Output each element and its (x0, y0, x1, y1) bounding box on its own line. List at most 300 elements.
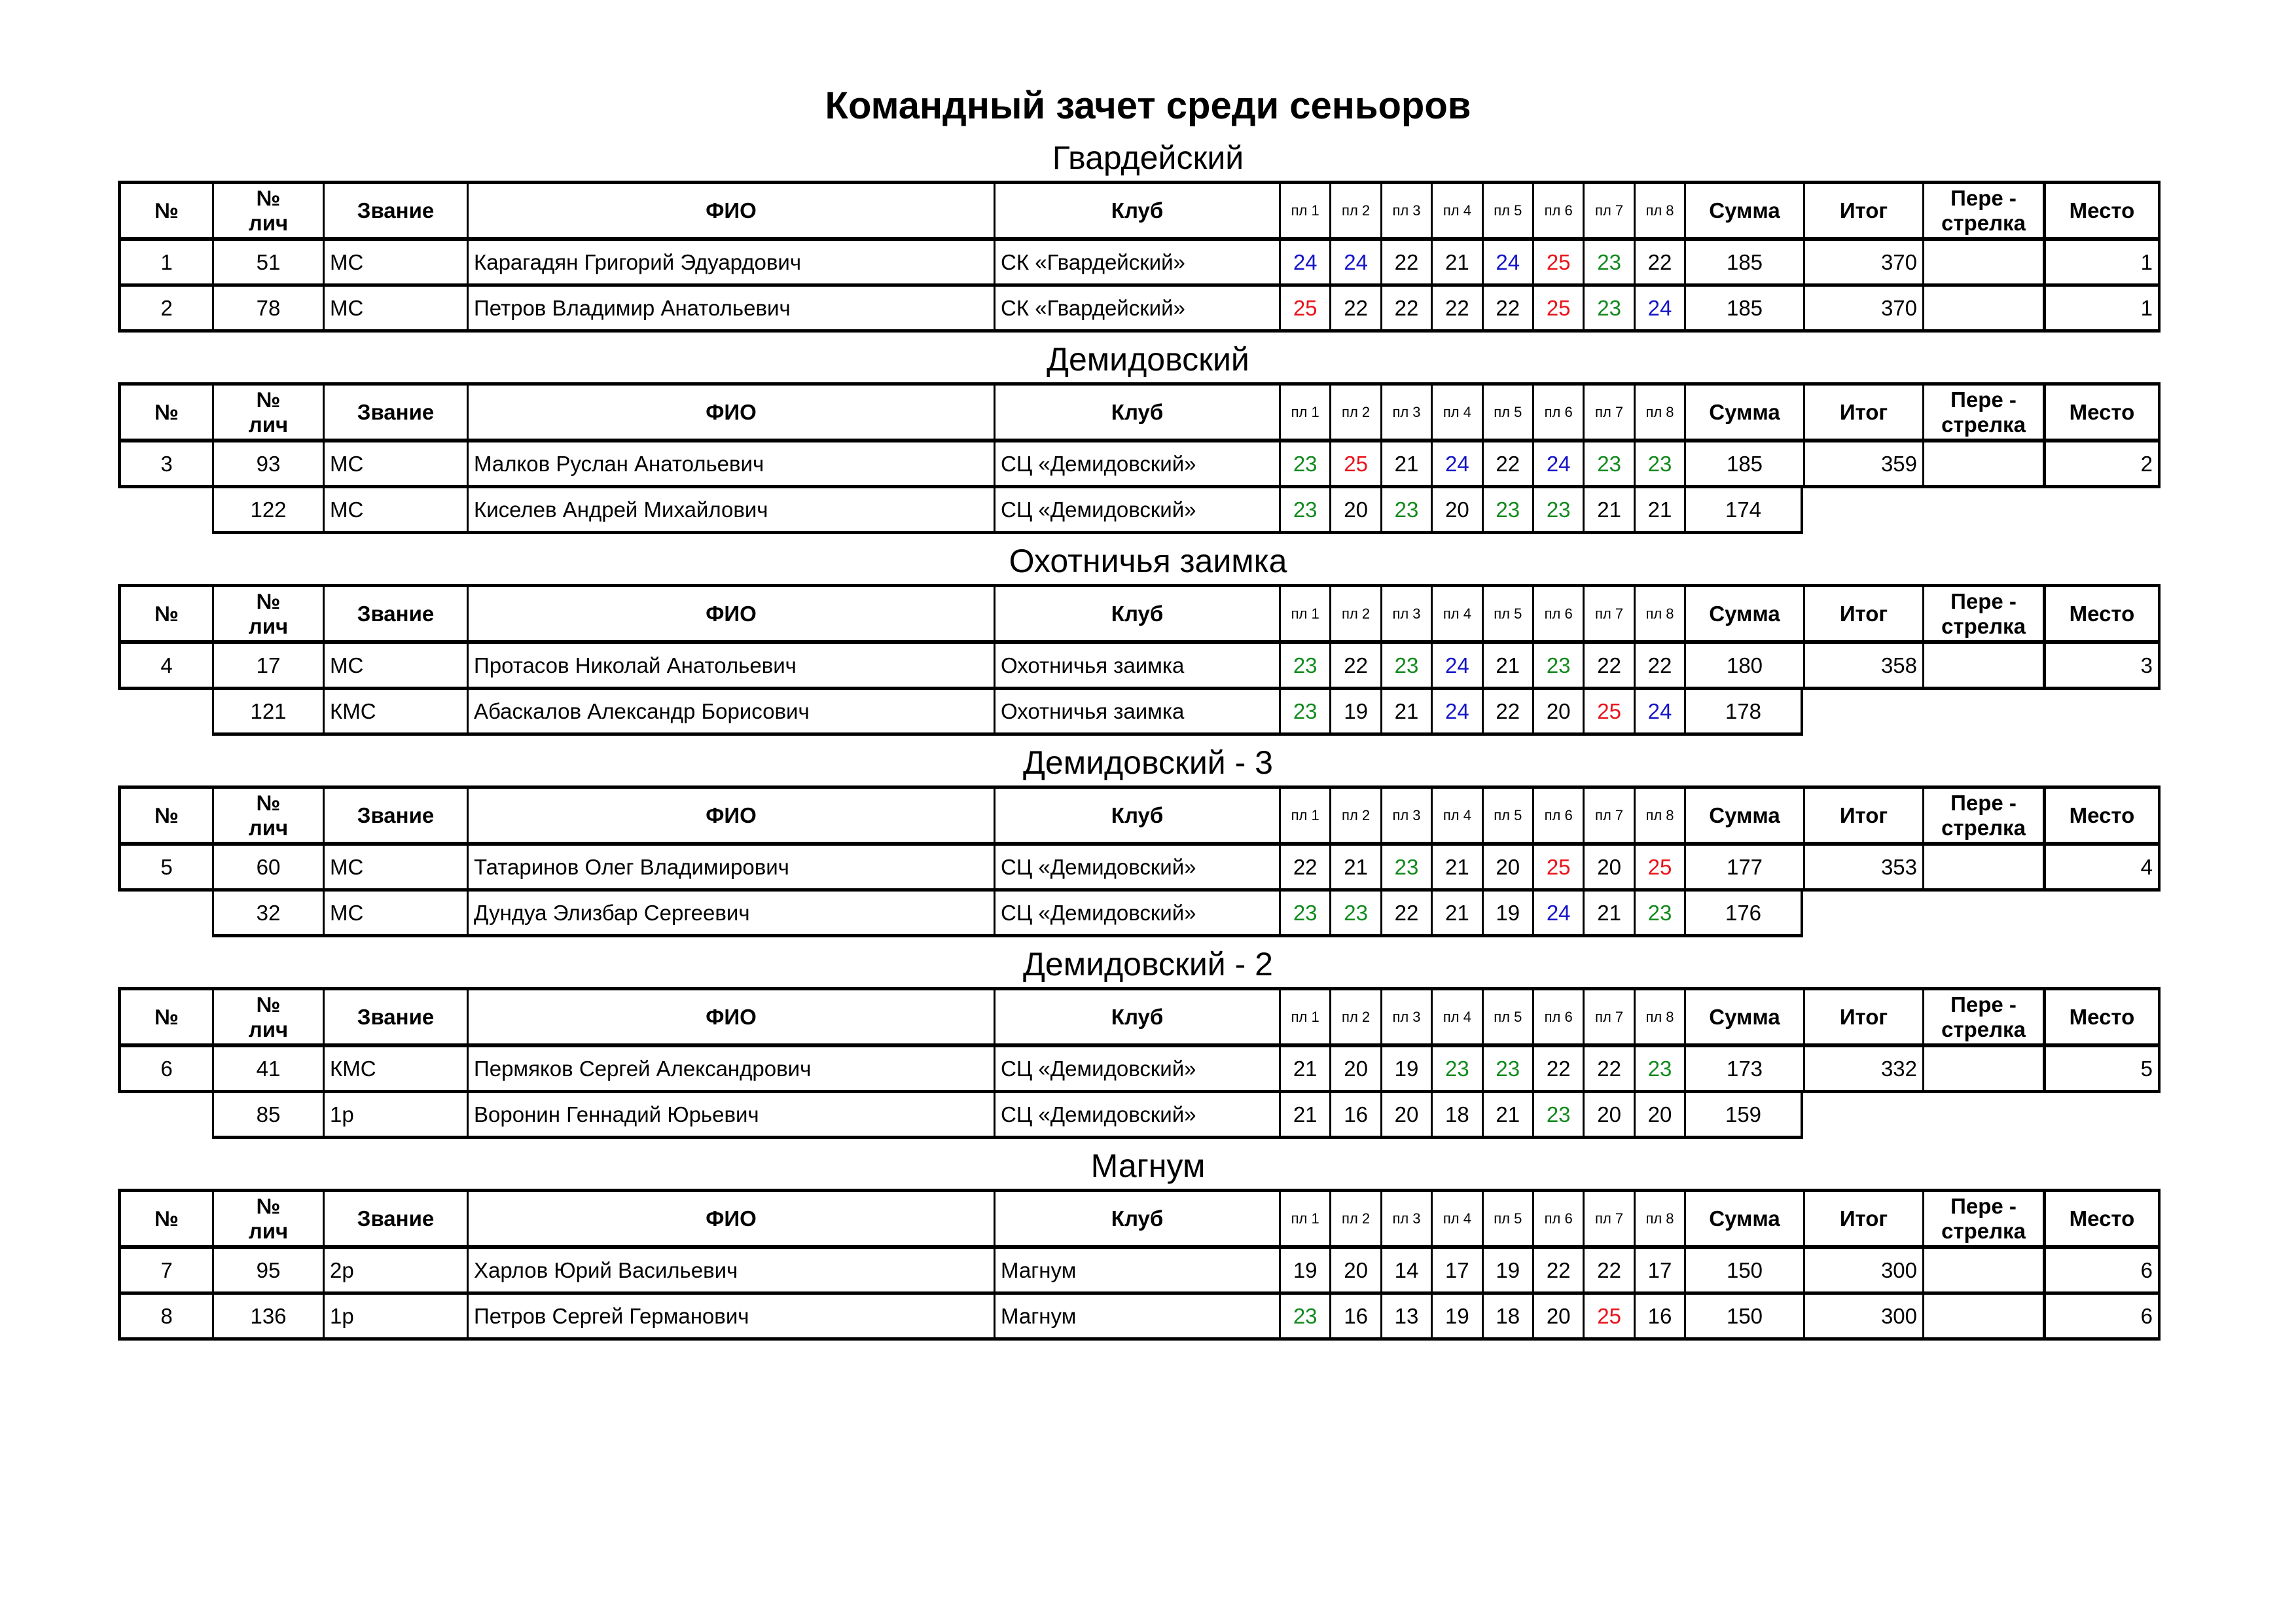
cell-lich: 95 (212, 1249, 323, 1295)
results-table (118, 181, 2161, 333)
cell-sum: 174 (1684, 488, 1803, 534)
score-cell: 23 (1634, 1047, 1684, 1093)
score-cell: 20 (1583, 846, 1633, 892)
cell-total: 353 (1803, 846, 1922, 892)
header-club: Клуб (994, 987, 1279, 1047)
score-cell: 13 (1380, 1295, 1431, 1341)
score-cell: 25 (1583, 690, 1633, 736)
cell-sum: 185 (1684, 241, 1803, 287)
header-num: № (118, 382, 212, 442)
score-cell: 24 (1634, 287, 1684, 333)
cell-lich: 93 (212, 442, 323, 488)
cell-fio: Пермяков Сергей Александрович (467, 1047, 994, 1093)
header-shootoff: Пере - стрелка (1922, 1189, 2043, 1249)
score-cell: 20 (1482, 846, 1532, 892)
team-section (118, 941, 2161, 1139)
score-cell: 25 (1634, 846, 1684, 892)
header-rank: Звание (323, 181, 467, 241)
header-pl-8: пл 8 (1634, 584, 1684, 644)
cell-shootoff (1922, 1295, 2043, 1341)
header-pl-7: пл 7 (1583, 181, 1633, 241)
score-cell: 22 (1634, 644, 1684, 690)
cell-club: СЦ «Демидовский» (994, 1093, 1279, 1139)
cell-num: 1 (118, 241, 212, 287)
header-lich: № лич (212, 785, 323, 846)
header-pl-3: пл 3 (1380, 785, 1431, 846)
header-pl-6: пл 6 (1532, 382, 1583, 442)
cell-rank: МС (323, 892, 467, 937)
cell-shootoff (1922, 1047, 2043, 1093)
header-pl-1: пл 1 (1279, 1189, 1329, 1249)
header-pl-1: пл 1 (1279, 382, 1329, 442)
header-club: Клуб (994, 382, 1279, 442)
score-cell: 20 (1329, 1249, 1380, 1295)
score-cell: 24 (1279, 241, 1329, 287)
score-cell: 23 (1634, 442, 1684, 488)
cell-club: Охотничья заимка (994, 644, 1279, 690)
header-place: Место (2043, 584, 2161, 644)
score-cell: 20 (1532, 1295, 1583, 1341)
score-cell: 21 (1380, 442, 1431, 488)
team-title: Охотничья заимка (1009, 543, 1287, 579)
score-cell: 23 (1380, 488, 1431, 534)
score-cell: 22 (1532, 1047, 1583, 1093)
header-sum: Сумма (1684, 1189, 1803, 1249)
score-cell: 22 (1634, 241, 1684, 287)
cell-total: 358 (1803, 644, 1922, 690)
score-cell: 21 (1634, 488, 1684, 534)
score-cell: 23 (1482, 1047, 1532, 1093)
score-cell: 19 (1431, 1295, 1481, 1341)
header-rank: Звание (323, 987, 467, 1047)
cell-place: 6 (2043, 1295, 2161, 1341)
cell-place: 1 (2043, 241, 2161, 287)
header-sum: Сумма (1684, 584, 1803, 644)
header-total: Итог (1803, 785, 1922, 846)
header-num: № (118, 584, 212, 644)
results-table (118, 1189, 2161, 1341)
header-fio: ФИО (467, 584, 994, 644)
cell-lich: 17 (212, 644, 323, 690)
header-pl-3: пл 3 (1380, 181, 1431, 241)
score-cell: 22 (1380, 287, 1431, 333)
score-cell: 25 (1329, 442, 1380, 488)
cell-rank: КМС (323, 690, 467, 736)
cell-fio: Дундуа Элизбар Сергеевич (467, 892, 994, 937)
cell-club: СЦ «Демидовский» (994, 846, 1279, 892)
cell-num: 3 (118, 442, 212, 488)
score-cell: 21 (1431, 892, 1481, 937)
header-pl-8: пл 8 (1634, 382, 1684, 442)
cell-lich: 78 (212, 287, 323, 333)
header-place: Место (2043, 1189, 2161, 1249)
cell-shootoff (1922, 442, 2043, 488)
score-cell: 21 (1279, 1047, 1329, 1093)
header-pl-1: пл 1 (1279, 785, 1329, 846)
cell-rank: МС (323, 241, 467, 287)
header-pl-3: пл 3 (1380, 1189, 1431, 1249)
score-cell: 23 (1583, 241, 1633, 287)
header-lich: № лич (212, 181, 323, 241)
header-fio: ФИО (467, 382, 994, 442)
cell-fio: Петров Сергей Германович (467, 1295, 994, 1341)
score-cell: 23 (1482, 488, 1532, 534)
score-cell: 20 (1532, 690, 1583, 736)
score-cell: 21 (1482, 644, 1532, 690)
header-place: Место (2043, 987, 2161, 1047)
cell-sum: 178 (1684, 690, 1803, 736)
score-cell: 24 (1482, 241, 1532, 287)
score-cell: 16 (1329, 1295, 1380, 1341)
header-rank: Звание (323, 1189, 467, 1249)
header-pl-8: пл 8 (1634, 785, 1684, 846)
score-cell: 24 (1431, 644, 1481, 690)
score-cell: 20 (1583, 1093, 1633, 1139)
header-shootoff: Пере - стрелка (1922, 987, 2043, 1047)
cell-club: Магнум (994, 1249, 1279, 1295)
score-cell: 19 (1482, 892, 1532, 937)
header-place: Место (2043, 382, 2161, 442)
cell-fio: Малков Руслан Анатольевич (467, 442, 994, 488)
score-cell: 22 (1583, 644, 1633, 690)
header-num: № (118, 987, 212, 1047)
header-shootoff: Пере - стрелка (1922, 785, 2043, 846)
header-pl-5: пл 5 (1482, 987, 1532, 1047)
header-shootoff: Пере - стрелка (1922, 181, 2043, 241)
score-cell: 25 (1532, 287, 1583, 333)
cell-sum: 150 (1684, 1295, 1803, 1341)
cell-shootoff (1922, 1249, 2043, 1295)
header-fio: ФИО (467, 987, 994, 1047)
score-cell: 16 (1634, 1295, 1684, 1341)
header-pl-6: пл 6 (1532, 987, 1583, 1047)
cell-lich: 51 (212, 241, 323, 287)
cell-club: СЦ «Демидовский» (994, 892, 1279, 937)
score-cell: 23 (1583, 287, 1633, 333)
cell-club: СК «Гвардейский» (994, 287, 1279, 333)
header-pl-5: пл 5 (1482, 785, 1532, 846)
score-cell: 19 (1380, 1047, 1431, 1093)
cell-lich: 121 (212, 690, 323, 736)
cell-place: 5 (2043, 1047, 2161, 1093)
score-cell: 25 (1583, 1295, 1633, 1341)
header-pl-4: пл 4 (1431, 785, 1481, 846)
score-cell: 19 (1482, 1249, 1532, 1295)
cell-fio: Протасов Николай Анатольевич (467, 644, 994, 690)
header-lich: № лич (212, 382, 323, 442)
cell-rank: МС (323, 442, 467, 488)
cell-sum: 185 (1684, 287, 1803, 333)
cell-sum: 176 (1684, 892, 1803, 937)
cell-club: СЦ «Демидовский» (994, 1047, 1279, 1093)
team-title: Магнум (1090, 1147, 1206, 1184)
cell-lich: 136 (212, 1295, 323, 1341)
score-cell: 23 (1532, 1093, 1583, 1139)
header-place: Место (2043, 181, 2161, 241)
cell-lich: 122 (212, 488, 323, 534)
score-cell: 18 (1431, 1093, 1481, 1139)
score-cell: 23 (1532, 488, 1583, 534)
cell-num: 4 (118, 644, 212, 690)
team-section (118, 1143, 2161, 1341)
team-section (118, 135, 2161, 333)
header-pl-4: пл 4 (1431, 1189, 1481, 1249)
cell-rank: МС (323, 287, 467, 333)
results-table (118, 584, 2161, 736)
score-cell: 23 (1279, 488, 1329, 534)
header-shootoff: Пере - стрелка (1922, 584, 2043, 644)
header-pl-5: пл 5 (1482, 1189, 1532, 1249)
header-lich: № лич (212, 987, 323, 1047)
score-cell: 24 (1329, 241, 1380, 287)
cell-lich: 41 (212, 1047, 323, 1093)
score-cell: 21 (1329, 846, 1380, 892)
cell-club: СК «Гвардейский» (994, 241, 1279, 287)
score-cell: 24 (1532, 892, 1583, 937)
cell-num: 5 (118, 846, 212, 892)
score-cell: 20 (1329, 1047, 1380, 1093)
header-pl-1: пл 1 (1279, 584, 1329, 644)
cell-fio: Харлов Юрий Васильевич (467, 1249, 994, 1295)
cell-rank: 1р (323, 1093, 467, 1139)
header-fio: ФИО (467, 1189, 994, 1249)
score-cell: 22 (1329, 287, 1380, 333)
score-cell: 25 (1279, 287, 1329, 333)
score-cell: 20 (1634, 1093, 1684, 1139)
header-rank: Звание (323, 584, 467, 644)
score-cell: 23 (1380, 846, 1431, 892)
header-lich: № лич (212, 1189, 323, 1249)
cell-place: 6 (2043, 1249, 2161, 1295)
score-cell: 18 (1482, 1295, 1532, 1341)
cell-shootoff (1922, 287, 2043, 333)
cell-rank: МС (323, 488, 467, 534)
score-cell: 23 (1431, 1047, 1481, 1093)
header-num: № (118, 181, 212, 241)
cell-fio: Киселев Андрей Михайлович (467, 488, 994, 534)
score-cell: 22 (1583, 1249, 1633, 1295)
header-pl-7: пл 7 (1583, 1189, 1633, 1249)
cell-total: 370 (1803, 287, 1922, 333)
score-cell: 23 (1279, 690, 1329, 736)
cell-total: 300 (1803, 1295, 1922, 1341)
cell-club: Магнум (994, 1295, 1279, 1341)
cell-shootoff (1922, 846, 2043, 892)
score-cell: 19 (1329, 690, 1380, 736)
cell-sum: 180 (1684, 644, 1803, 690)
header-pl-3: пл 3 (1380, 584, 1431, 644)
header-pl-8: пл 8 (1634, 181, 1684, 241)
score-cell: 22 (1532, 1249, 1583, 1295)
score-cell: 22 (1380, 241, 1431, 287)
cell-fio: Карагадян Григорий Эдуардович (467, 241, 994, 287)
cell-fio: Петров Владимир Анатольевич (467, 287, 994, 333)
header-pl-1: пл 1 (1279, 181, 1329, 241)
header-num: № (118, 1189, 212, 1249)
score-cell: 23 (1532, 644, 1583, 690)
cell-sum: 185 (1684, 442, 1803, 488)
cell-club: СЦ «Демидовский» (994, 488, 1279, 534)
cell-total: 300 (1803, 1249, 1922, 1295)
score-cell: 23 (1583, 442, 1633, 488)
score-cell: 25 (1532, 846, 1583, 892)
team-title: Демидовский (1047, 341, 1249, 378)
score-cell: 23 (1634, 892, 1684, 937)
page-title: Командный зачет среди сеньоров (825, 84, 1471, 127)
header-club: Клуб (994, 584, 1279, 644)
cell-total: 359 (1803, 442, 1922, 488)
score-cell: 24 (1532, 442, 1583, 488)
header-pl-2: пл 2 (1329, 1189, 1380, 1249)
score-cell: 24 (1431, 690, 1481, 736)
header-sum: Сумма (1684, 181, 1803, 241)
header-total: Итог (1803, 987, 1922, 1047)
header-num: № (118, 785, 212, 846)
cell-rank: 2р (323, 1249, 467, 1295)
score-cell: 17 (1634, 1249, 1684, 1295)
cell-place: 2 (2043, 442, 2161, 488)
score-cell: 21 (1482, 1093, 1532, 1139)
cell-fio: Воронин Геннадий Юрьевич (467, 1093, 994, 1139)
header-total: Итог (1803, 584, 1922, 644)
header-pl-8: пл 8 (1634, 987, 1684, 1047)
score-cell: 14 (1380, 1249, 1431, 1295)
header-pl-5: пл 5 (1482, 181, 1532, 241)
score-cell: 22 (1431, 287, 1481, 333)
score-cell: 22 (1279, 846, 1329, 892)
header-pl-4: пл 4 (1431, 987, 1481, 1047)
score-cell: 23 (1279, 892, 1329, 937)
header-pl-2: пл 2 (1329, 785, 1380, 846)
score-cell: 22 (1482, 690, 1532, 736)
cell-num: 6 (118, 1047, 212, 1093)
score-cell: 21 (1431, 846, 1481, 892)
score-cell: 23 (1279, 1295, 1329, 1341)
score-cell: 21 (1583, 488, 1633, 534)
header-pl-4: пл 4 (1431, 181, 1481, 241)
header-pl-2: пл 2 (1329, 382, 1380, 442)
header-fio: ФИО (467, 785, 994, 846)
team-section (118, 538, 2161, 736)
header-pl-5: пл 5 (1482, 382, 1532, 442)
score-cell: 21 (1431, 241, 1481, 287)
score-cell: 24 (1634, 690, 1684, 736)
score-cell: 23 (1279, 644, 1329, 690)
cell-total: 370 (1803, 241, 1922, 287)
header-pl-6: пл 6 (1532, 181, 1583, 241)
cell-sum: 159 (1684, 1093, 1803, 1139)
header-pl-6: пл 6 (1532, 1189, 1583, 1249)
score-cell: 16 (1329, 1093, 1380, 1139)
score-cell: 22 (1583, 1047, 1633, 1093)
cell-fio: Татаринов Олег Владимирович (467, 846, 994, 892)
cell-lich: 60 (212, 846, 323, 892)
header-pl-3: пл 3 (1380, 987, 1431, 1047)
team-title: Демидовский - 3 (1023, 744, 1273, 781)
header-total: Итог (1803, 1189, 1922, 1249)
score-cell: 24 (1431, 442, 1481, 488)
header-place: Место (2043, 785, 2161, 846)
header-sum: Сумма (1684, 987, 1803, 1047)
header-sum: Сумма (1684, 785, 1803, 846)
score-cell: 22 (1380, 892, 1431, 937)
cell-shootoff (1922, 241, 2043, 287)
cell-sum: 150 (1684, 1249, 1803, 1295)
cell-rank: МС (323, 846, 467, 892)
header-rank: Звание (323, 785, 467, 846)
score-cell: 22 (1329, 644, 1380, 690)
cell-total: 332 (1803, 1047, 1922, 1093)
header-pl-6: пл 6 (1532, 584, 1583, 644)
cell-num: 7 (118, 1249, 212, 1295)
score-cell: 23 (1329, 892, 1380, 937)
score-cell: 21 (1380, 690, 1431, 736)
score-cell: 20 (1380, 1093, 1431, 1139)
score-cell: 22 (1482, 287, 1532, 333)
cell-place: 3 (2043, 644, 2161, 690)
header-pl-7: пл 7 (1583, 987, 1633, 1047)
cell-club: Охотничья заимка (994, 690, 1279, 736)
header-sum: Сумма (1684, 382, 1803, 442)
header-pl-7: пл 7 (1583, 382, 1633, 442)
score-cell: 23 (1279, 442, 1329, 488)
header-pl-8: пл 8 (1634, 1189, 1684, 1249)
header-pl-2: пл 2 (1329, 987, 1380, 1047)
cell-lich: 32 (212, 892, 323, 937)
header-pl-3: пл 3 (1380, 382, 1431, 442)
cell-rank: 1р (323, 1295, 467, 1341)
header-rank: Звание (323, 382, 467, 442)
score-cell: 20 (1329, 488, 1380, 534)
score-cell: 22 (1482, 442, 1532, 488)
results-table (118, 987, 2161, 1139)
results-table (118, 785, 2161, 937)
team-title: Демидовский - 2 (1023, 946, 1273, 983)
header-lich: № лич (212, 584, 323, 644)
header-total: Итог (1803, 181, 1922, 241)
cell-num: 8 (118, 1295, 212, 1341)
cell-sum: 173 (1684, 1047, 1803, 1093)
cell-shootoff (1922, 644, 2043, 690)
cell-place: 4 (2043, 846, 2161, 892)
header-total: Итог (1803, 382, 1922, 442)
score-cell: 19 (1279, 1249, 1329, 1295)
score-cell: 23 (1380, 644, 1431, 690)
cell-lich: 85 (212, 1093, 323, 1139)
team-section (118, 740, 2161, 937)
score-cell: 20 (1431, 488, 1481, 534)
header-pl-5: пл 5 (1482, 584, 1532, 644)
header-fio: ФИО (467, 181, 994, 241)
cell-rank: МС (323, 644, 467, 690)
score-cell: 17 (1431, 1249, 1481, 1295)
header-pl-7: пл 7 (1583, 785, 1633, 846)
header-pl-6: пл 6 (1532, 785, 1583, 846)
score-cell: 21 (1279, 1093, 1329, 1139)
cell-place: 1 (2043, 287, 2161, 333)
cell-club: СЦ «Демидовский» (994, 442, 1279, 488)
header-club: Клуб (994, 1189, 1279, 1249)
team-section (118, 336, 2161, 534)
header-pl-7: пл 7 (1583, 584, 1633, 644)
score-cell: 21 (1583, 892, 1633, 937)
header-pl-4: пл 4 (1431, 584, 1481, 644)
cell-fio: Абаскалов Александр Борисович (467, 690, 994, 736)
score-cell: 25 (1532, 241, 1583, 287)
cell-num: 2 (118, 287, 212, 333)
header-pl-2: пл 2 (1329, 584, 1380, 644)
team-title: Гвардейский (1052, 139, 1244, 176)
